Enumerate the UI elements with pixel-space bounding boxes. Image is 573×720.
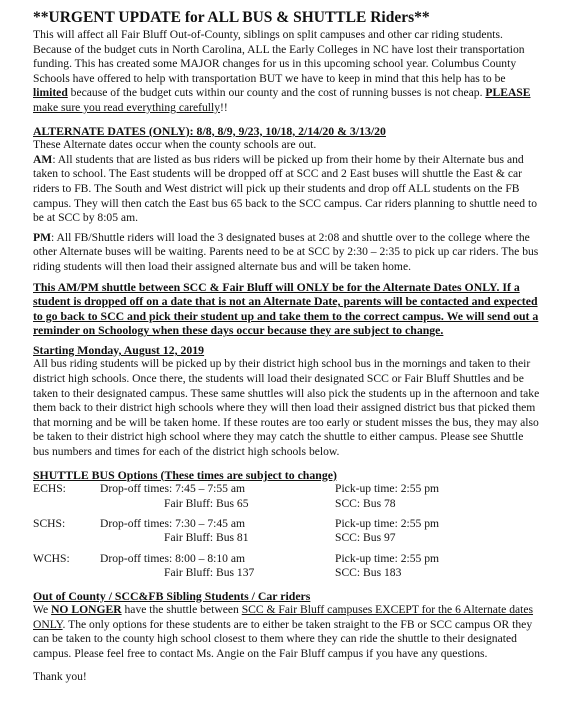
- fb-bus-cell: Fair Bluff: Bus 137: [164, 566, 255, 580]
- please-emphasis: PLEASE: [485, 86, 531, 100]
- am-paragraph: [33, 153, 540, 226]
- dropoff-cell: Drop-off times: 7:45 – 7:55 am: [100, 482, 246, 496]
- ooc-we: We: [33, 603, 52, 617]
- school-cell: ECHS:: [33, 482, 66, 496]
- shuttle-options-heading: SHUTTLE BUS Options (These times are subject to change): [33, 467, 337, 482]
- out-of-county-heading: Out of County / SCC&FB Sibling Students / Car riders: [33, 588, 311, 603]
- scc-bus-cell: SCC: Bus 183: [335, 566, 402, 580]
- pickup-cell: Pick-up time: 2:55 pm: [335, 517, 440, 531]
- pm-label: PM: [33, 230, 52, 244]
- pm-text: : All FB/Shuttle riders will load the 3 designated buses at 2:08 and shuttle over to the college where the other Alternate buses will be waiting. Parents need to be at SCC by 2:30 – 2:35 to pick up car riders. The bus riding students will then load their assigned alternate bus and will be taken home.: [33, 230, 539, 273]
- am-label: AM: [33, 152, 53, 166]
- table-row: [33, 531, 485, 545]
- ooc-mid: have the shuttle between: [121, 603, 242, 617]
- starting-heading: Starting Monday, August 12, 2019: [33, 342, 205, 357]
- dropoff-cell: Drop-off times: 8:00 – 8:10 am: [100, 551, 246, 565]
- alternate-dates-heading: ALTERNATE DATES (ONLY): 8/8, 8/9, 9/23, 10/18, 2/14/20 & 3/13/20: [33, 123, 386, 138]
- dropoff-cell: Drop-off times: 7:30 – 7:45 am: [100, 517, 246, 531]
- intro-end: !!: [220, 100, 228, 114]
- page-title: **URGENT UPDATE for ALL BUS & SHUTTLE Riders**: [33, 9, 430, 26]
- table-row: [33, 552, 485, 566]
- pickup-cell: Pick-up time: 2:55 pm: [335, 551, 440, 565]
- table-row: [33, 482, 485, 496]
- careful-text: make sure you read everything carefully: [33, 100, 221, 114]
- intro-paragraph: [33, 28, 540, 116]
- alternate-dates-note: These Alternate dates occur when the county schools are out.: [33, 138, 317, 152]
- scc-bus-cell: SCC: Bus 78: [335, 496, 396, 510]
- table-row: [33, 517, 485, 531]
- intro-text-2: because of the budget cuts within our county and the cost of running busses is not cheap.: [67, 86, 486, 100]
- school-cell: WCHS:: [33, 551, 70, 565]
- fb-bus-cell: Fair Bluff: Bus 81: [164, 531, 249, 545]
- am-text: : All students that are listed as bus riders will be picked up from their home by their Alternate bus and taken to school. The East students will be dropped off at SCC and 2 East buses will shuttle the East & car riders to FB. The South and West district will pick up their students and drop off ALL students on the FB campus. They will then catch the East bus 65 back to the SCC campus. Car riders planning to shuttle need to be at SCC by 8:05 am.: [33, 152, 538, 225]
- starting-paragraph: All bus riding students will be picked up by their district high school bus in the mornings and taken to their district high schools. Once there, the students will load their designated SCC or Fair Bluff Shuttles and be taken to their designated campus. These same shuttles will also pick the students up in the afternoon and take them back to their district high schools where they will then load their assigned district bus that picked them that morning and be will be taken home. If these routes are too early or student misses the bus, they may also be taken to their district high school where they may catch the shuttle to either campus. Please see Shuttle bus numbers and times for each of the district high schools below.: [33, 357, 540, 459]
- fb-bus-cell: Fair Bluff: Bus 65: [164, 496, 249, 510]
- shuttle-schedule-table: [33, 482, 485, 580]
- ooc-underlined: SCC & Fair Bluff campuses EXCEPT for the 6 Alternate dates ONLY: [33, 603, 534, 631]
- pm-paragraph: [33, 231, 540, 275]
- closing-text: Thank you!: [33, 669, 87, 683]
- limited-emphasis: limited: [33, 86, 68, 100]
- no-longer-emphasis: NO LONGER: [51, 603, 122, 617]
- intro-text: This will affect all Fair Bluff Out-of-County, siblings on split campuses and other car riding students. Because of the budget cuts in North Carolina, ALL the Early Colleges in NC have lost their transportation funding. This has created some MAJOR changes for us in this upcoming school year. Columbus County Schools have offered to help with transportation BUT we have to keep in mind that this help has to be: [33, 28, 525, 85]
- pickup-cell: Pick-up time: 2:55 pm: [335, 482, 440, 496]
- out-of-county-paragraph: [33, 603, 540, 661]
- scc-bus-cell: SCC: Bus 97: [335, 531, 396, 545]
- table-row: [33, 497, 485, 511]
- table-row: [33, 566, 485, 580]
- school-cell: SCHS:: [33, 517, 66, 531]
- shuttle-notice: This AM/PM shuttle between SCC & Fair Bluff will ONLY be for the Alternate Dates ONLY. If a student is dropped off on a date that is not an Alternate Date, parents will be contacted and expected to go back to SCC and pick their student up and take them to the correct campus. We will send out a reminder on Schoology when these days occur because they are subject to change.: [33, 279, 539, 338]
- ooc-rest: . The only options for these students are to either be taken straight to the FB or SCC campus OR they can be taken to the county high school closest to them where they can ride the shuttle to their designated campus. Please feel free to contact Ms. Angie on the Fair Bluff campus if you have any questions.: [33, 617, 533, 661]
